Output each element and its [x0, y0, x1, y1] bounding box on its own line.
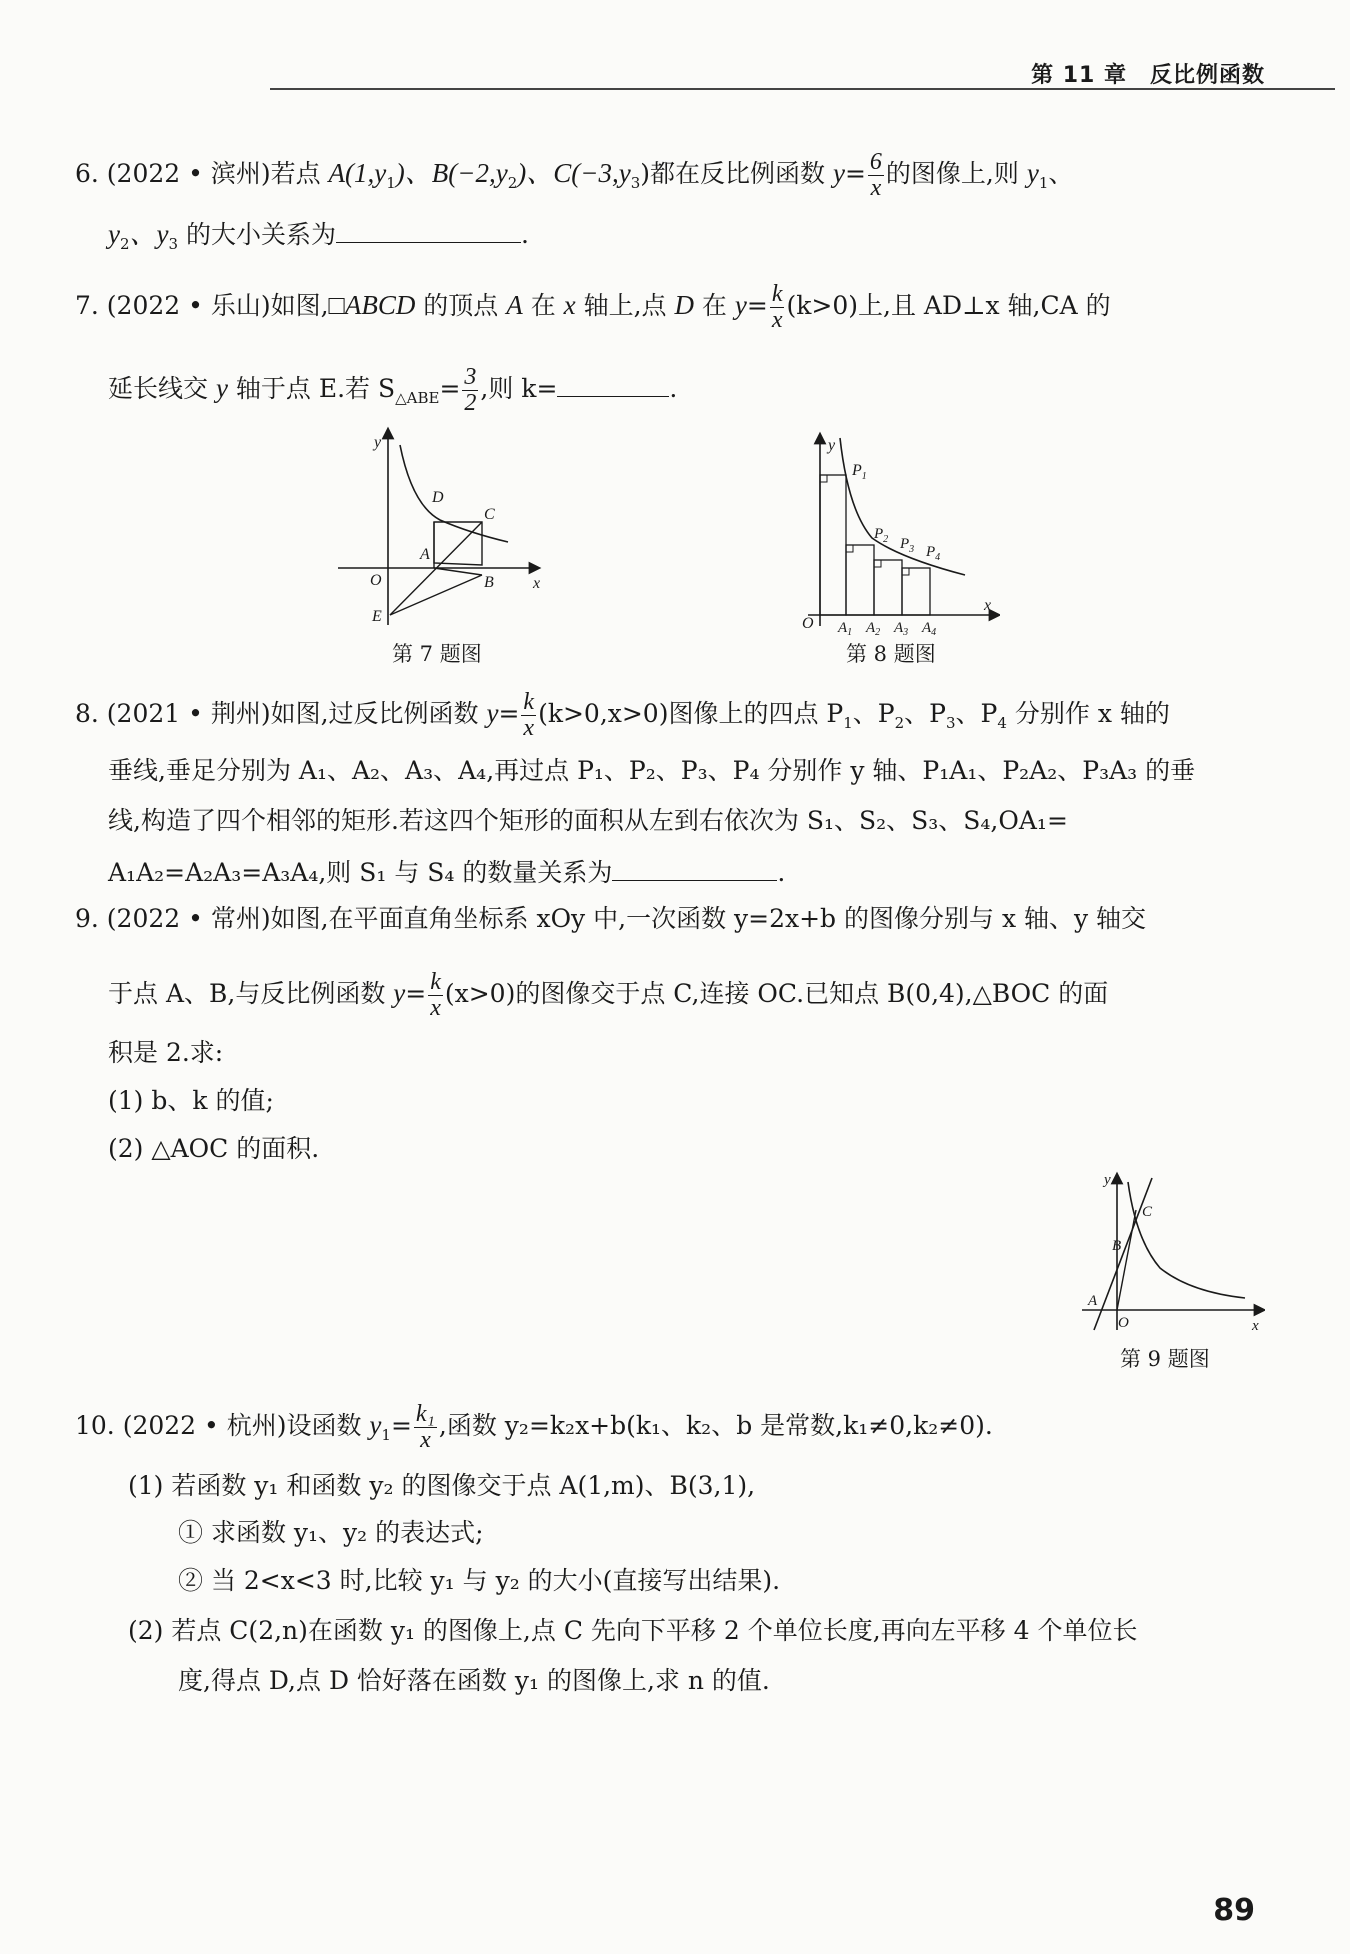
q7-answer-blank[interactable] — [557, 374, 669, 397]
fig8-label-a3: $A_3$ — [894, 620, 909, 635]
fig8-caption: 第 8 题图 — [846, 642, 936, 666]
fig7-hyperbola — [400, 445, 508, 542]
fig8-label-a1: $A_1$ — [838, 620, 853, 635]
q6-point-a: A(1,y — [328, 158, 387, 189]
q6-point-c: )、C(−3,y — [517, 158, 631, 189]
fig9-hyperbola — [1128, 1182, 1245, 1298]
q6-text-3: 的图像上,则 — [885, 159, 1027, 189]
fig8-label-p2: $P_2$ — [874, 526, 889, 545]
header-rule — [270, 88, 1335, 90]
q6-point-b: )、B(−2,y — [395, 158, 508, 189]
q6-text-2: )都在反比例函数 — [640, 159, 833, 189]
q6-text: 6. (2022 • 滨州)若点 — [75, 159, 329, 189]
figure-7 — [330, 425, 550, 630]
q8-answer-blank[interactable] — [612, 858, 777, 881]
q10-fraction: $\frac{\text{k₁}}{x}$ — [415, 1401, 435, 1454]
fig8-rect-2 — [846, 545, 874, 615]
question-10-line-1: 10. (2022 • 杭州)设函数 $y_1=$ $\frac{\text{k₁}}{x}$ ,函数 y₂=k₂x+b(k₁、k₂、b 是常数,k₁≠0,k₂≠0). — [75, 1401, 993, 1454]
fig7-label-b: B — [484, 574, 494, 591]
q9-fraction: $\frac{k}{x}$ — [430, 969, 441, 1022]
chapter-header — [270, 58, 1335, 94]
question-9-part-2: (2) △AOC 的面积. — [108, 1134, 320, 1163]
question-6-line-1: 6. (2022 • 滨州)若点 $A(1,y_1)$、$B(-2,y_2)$、$C(-3,y_3)$都在反比例函数 y= $\frac{6}{x}$ 的图像上,则 $y_1$、 — [75, 149, 1074, 202]
fig8-rect-1 — [820, 475, 846, 615]
question-10-part-2-line-1: (2) 若点 C(2,n)在函数 y₁ 的图像上,点 C 先向下平移 2 个单位长度,再向左平移 4 个单位长 — [128, 1616, 1138, 1645]
page-number: 89 — [1213, 1893, 1255, 1928]
fig8-rect-3 — [874, 560, 902, 615]
fig9-label-b: B — [1112, 1238, 1122, 1254]
question-6-line-2: $y_2$、$y_3$ 的大小关系为 . — [108, 219, 529, 253]
fig8-hyperbola — [840, 438, 965, 575]
fig8-label-a2: $A_2$ — [866, 620, 881, 635]
question-8-line-3: 线,构造了四个相邻的矩形.若这四个矩形的面积从左到右依次为 S₁、S₂、S₃、S₄,OA₁= — [108, 806, 1068, 835]
question-8-line-4: A₁A₂=A₂A₃=A₃A₄,则 S₁ 与 S₄ 的数量关系为 . — [108, 858, 786, 887]
question-9-line-2: 于点 A、B,与反比例函数 y= $\frac{k}{x}$ (x>0)的图像交于点 C,连接 OC.已知点 B(0,4),△BOC 的面 — [108, 969, 1109, 1022]
fig7-line-eb — [390, 575, 482, 615]
fig9-label-a: A — [1088, 1293, 1098, 1309]
fig9-caption: 第 9 题图 — [1120, 1347, 1210, 1371]
fig9-label-y: y — [1104, 1172, 1111, 1188]
question-10-part-2-line-2: 度,得点 D,点 D 恰好落在函数 y₁ 的图像上,求 n 的值. — [178, 1666, 770, 1695]
question-10-part-1-1: ① 求函数 y₁、y₂ 的表达式; — [178, 1518, 484, 1547]
q7-parallelogram: □ABCD — [328, 290, 416, 321]
fig7-label-x: x — [533, 575, 541, 592]
figure-9 — [1070, 1170, 1265, 1345]
fig7-label-a: A — [420, 546, 430, 563]
fig7-caption: 第 7 题图 — [392, 642, 482, 666]
fig9-label-c: C — [1142, 1204, 1153, 1220]
fig9-label-o: O — [1118, 1315, 1129, 1331]
q7-fraction-2: $\frac{3}{2}$ — [464, 364, 477, 417]
question-10-part-1: (1) 若函数 y₁ 和函数 y₂ 的图像交于点 A(1,m)、B(3,1), — [128, 1471, 756, 1500]
fig7-label-d: D — [432, 489, 444, 506]
question-8-line-2: 垂线,垂足分别为 A₁、A₂、A₃、A₄,再过点 P₁、P₂、P₃、P₄ 分别作 y 轴、P₁A₁、P₂A₂、P₃A₃ 的垂 — [108, 756, 1196, 785]
q6-answer-blank[interactable] — [336, 220, 521, 243]
q6-y: y — [832, 158, 845, 189]
fig7-label-c: C — [484, 506, 495, 523]
question-9-line-3: 积是 2.求: — [108, 1038, 224, 1067]
q7-fraction: $\frac{k}{x}$ — [771, 281, 783, 334]
fig8-label-y: y — [828, 437, 836, 454]
fig8-label-o: O — [802, 615, 814, 632]
fig7-label-y: y — [374, 434, 382, 451]
fig8-label-p3: $P_3$ — [900, 536, 915, 555]
fig9-line — [1094, 1178, 1152, 1330]
figure-8 — [790, 430, 1000, 635]
q8-fraction: $\frac{k}{x}$ — [523, 689, 535, 742]
fig7-label-e: E — [372, 608, 382, 625]
q6-eq: = — [844, 159, 866, 189]
fig8-label-x: x — [984, 597, 992, 614]
fig8-label-p4: $P_4$ — [926, 544, 941, 563]
chapter-title: 第 11 章 反比例函数 — [1031, 63, 1265, 88]
question-7-line-2: 延长线交 y 轴于点 E.若 $S_{\triangle ABE}=$ $\frac{3}{2}$ ,则 k= . — [108, 364, 678, 417]
fig8-label-a4: $A_4$ — [922, 620, 937, 635]
question-9-line-1: 9. (2022 • 常州)如图,在平面直角坐标系 xOy 中,一次函数 y=2x+b 的图像分别与 x 轴、y 轴交 — [75, 904, 1147, 933]
q6-fraction: $\frac{6}{x}$ — [869, 149, 882, 202]
fig9-label-x: x — [1252, 1318, 1259, 1334]
question-8-line-1: 8. (2021 • 荆州)如图,过反比例函数 y= $\frac{k}{x}$ (k>0,x>0)图像上的四点 $P_1$、$P_2$、$P_3$、$P_4$ 分别作 x 轴的 — [75, 689, 1170, 742]
fig7-label-o: O — [370, 572, 382, 589]
fig8-label-p1: $P_1$ — [852, 462, 867, 482]
question-9-part-1: (1) b、k 的值; — [108, 1086, 274, 1115]
fig9-segment-oc — [1117, 1210, 1136, 1310]
question-10-part-1-2: ② 当 2<x<3 时,比较 y₁ 与 y₂ 的大小(直接写出结果). — [178, 1566, 781, 1595]
question-7-line-1: 7. (2022 • 乐山)如图,□ABCD 的顶点 A 在 x 轴上,点 D 在 y= $\frac{k}{x}$ (k>0)上,且 AD⊥x 轴,CA 的 — [75, 281, 1111, 334]
